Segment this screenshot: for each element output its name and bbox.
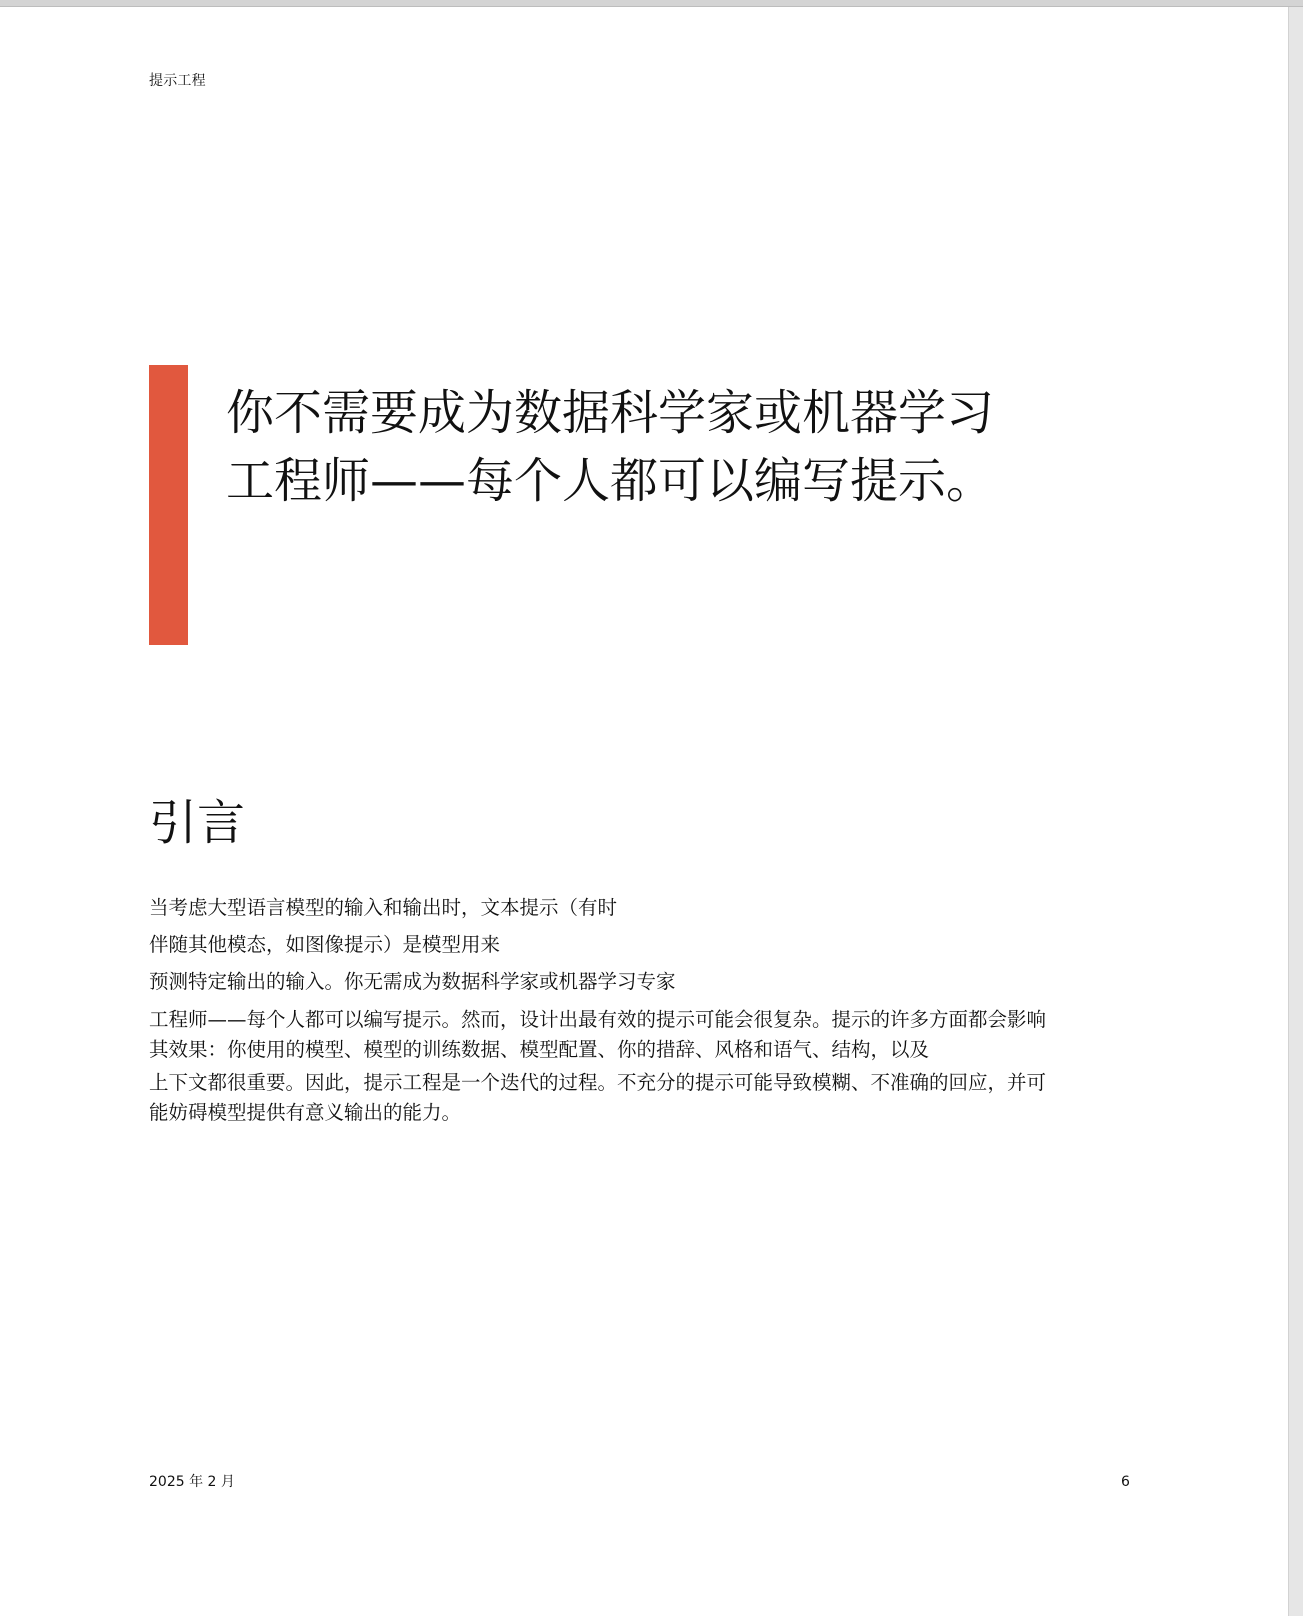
paragraph-line: 工程师——每个人都可以编写提示。然而，设计出最有效的提示可能会很复杂。提示的许多方面都会影响 [149, 1008, 1047, 1031]
pull-quote [226, 379, 1086, 515]
paragraph-line: 伴随其他模态，如图像提示）是模型用来 [149, 933, 501, 956]
viewer-top-border [0, 0, 1303, 7]
paragraph-line: 能妨碍模型提供有意义输出的能力。 [149, 1101, 462, 1124]
paragraph-line: 预测特定输出的输入。你无需成为数据科学家或机器学习专家 [149, 970, 676, 993]
paragraph-line: 其效果：你使用的模型、模型的训练数据、模型配置、你的措辞、风格和语气、结构，以及 [149, 1038, 930, 1061]
footer-page-number: 6 [1121, 1474, 1130, 1490]
running-header-title: 提示工程 [149, 73, 206, 89]
paragraph-line: 当考虑大型语言模型的输入和输出时，文本提示（有时 [149, 896, 618, 919]
section-heading: 引言 [149, 795, 246, 851]
document-page [0, 7, 1288, 1616]
pull-quote-line: 工程师——每个人都可以编写提示。 [226, 453, 995, 509]
pull-quote-line: 你不需要成为数据科学家或机器学习 [226, 385, 995, 441]
vertical-scrollbar[interactable] [1288, 7, 1303, 1616]
paragraph-line: 上下文都很重要。因此，提示工程是一个迭代的过程。不充分的提示可能导致模糊、不准确的回应，并可 [149, 1071, 1047, 1094]
pull-quote-accent-bar [149, 365, 188, 645]
footer-date: 2025 年 2 月 [149, 1474, 235, 1490]
